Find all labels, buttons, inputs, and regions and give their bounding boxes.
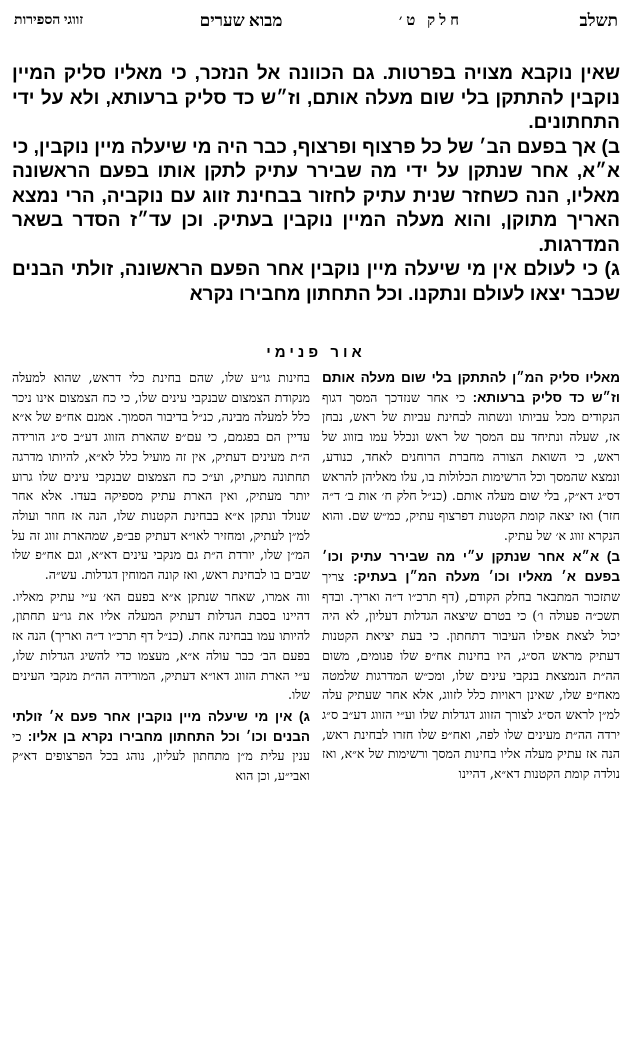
commentary-paragraph [12,707,310,786]
commentary-paragraph [12,587,310,705]
commentary-paragraph [322,368,620,545]
commentary-text: ווה אמרו, שאחר שנתקן א״א בפעם הא׳ ע״י עתיק מאליו. דהיינו בסבת הגדלות דעתיק המעלה אליו את גו״ע תחתון, להיותו עמו בבחינה אחת. (כנ״ל דף תרכ״ו ד״ה ואריך) הנה אז בפעם הב׳ כבר עולה א״א, מעצמו כדי להשיג הגדלות שלו, ע״י הארת הזווג דאו״א דעתיק, המורידה הה״ת מנקבי העינים שלו. [12,588,310,703]
commentary-text: צריך שתזכור המתבאר בחלק הקודם, (דף תרכ״ו ד״ה ואריך. ובדף תשכ״ה פעולה ו׳) כי בטרם שיצאה הגדלות דעליון, לא היה יכול לצאת אפילו העיבור דתחתון. כי בעת יציאת הקטנות דעתיק מראש הס״ג, היו בחינות אח״פ שלו פגומים, משום הה״ת הנמצאת בנקבי עינים שלו, ומכ״ש המדרגות שלמטה מאח״פ שלו, שאינן ראויות כלל לזווג, אלא אחר שעתיק עלה למ״ן לראש הס״ג לצורך הזווג דגדלות שלו וע״י הזווג דע״ב ס״ג ירדה הה״ת מעינים שלו לפה, ואח״פ שלו חזרו לבחינת ראש, הנה אז עתיק מעלה אליו בחינות המסך ורשימות של א״א, ואז נולדה קומת הקטנות דא״א, דהיינו [322,569,620,782]
main-paragraph-b: ב) אך בפעם הב׳ של כל פרצוף ופרצוף, כבר היה מי שיעלה מיין נוקבין, כי א״א, אחר שנתקן על ידי מה שבירר עתיק לתקן אותו בפעם הראשונה מאליו, הנה כשחזר שנית עתיק לחזור בבחינת זווג עם נוקביה, הרי נמצא האריך מתוקן, והוא מעלה המיין נוקבין בעתיק. וכן עד״ז הסדר בשאר המדרגות. [12,136,620,256]
book-title: מבוא שערים [199,11,283,30]
commentary-paragraph [322,547,620,783]
chapter-subject: זווגי הספירות [14,13,84,28]
commentary-left-column [12,368,310,1049]
main-paragraph-intro: שאין נוקבא מצויה בפרטות. גם הכוונה אל הנזכר, כי מאליו סליק המיין נוקבין להתתקן בלי שום מעלה אותם, וז״ש כד סליק ברעותא, ולא על ידי התחתונים. [12,63,620,133]
commentary-text: בחינות גו״ע שלו, שהם בחינת כלי דראש, שהוא למעלה מנקודת הצמצום שבנקבי עינים שלו, כי כח הצמצום אינו ניכר כלל למעלה מבינה, כנ״ל בדיבור הסמוך. אמנם אח״פ של א״א עדיין הם בפגמם, כי עם״פ שהארת הזווג דע״ב ס״ג הורידה ה״ת מעינים דעתיק, אין זה מועיל כלל לא״א, להיותו מדרגה תחתונה מעתיק, וע״כ כח הצמצום שבנקבי עינים שלו גרוע יותר מעתיק, ואין הארת עתיק מספיקה בעדו. אלא אחר שנולד ונתקן א״א בבחינת הקטנות שלו, הנה אז חוזר ועולה למ״ן לעתיק, ומחזיר לאו״א דעתיק פב״פ, שמהארת זווג זה על המ״ן שלו, יורדת ה״ת גם מנקבי עינים דא״א, וגם אח״פ שלו שבים בו לבחינת ראש, ואז קונה המוחין דגדלות. עש״ה. [12,370,310,583]
commentary-lead: מאליו סליק המ״ן להתתקן בלי שום מעלה אותם וז״ש כד סליק ברעותא: [322,370,620,405]
running-header [14,8,618,34]
commentary-title: אור פנימי [266,344,366,361]
part-label: חלק ט׳ [398,12,464,29]
main-paragraph-g: ג) כי לעולם אין מי שיעלה מיין נוקבין אחר הפעם הראשונה, זולתי הבנים שכבר יצאו לעולם ונתקנו. וכל התחתון מחבירו נקרא [12,259,620,305]
commentary-text: כי אחר שנזדכך המסך דגוף הנקודים מכל עביותו ונשתוה לבחינת עביות של ראש, נבחן אז, שעלה ונתיחד עם המסך של ראש ונכלל עמו בזווג של ראש, כי השואת הצורה מחברת הרוחנים לאחד, כנודע, ונמצא שהמסך וכל הרשימות הכלולות בו, עלו מאליהן להראש דס״ג דא״ק, בלי שום מעלה אותם. (כנ״ל חלק ח׳ אות ב׳ ד״ה חזר) ואז יצאה קומת הקטנות דפרצוף עתיק, כמ״ש שם. והוא הנקרא זווג א׳ של עתיק. [322,389,620,543]
main-text [12,62,620,354]
commentary-text: כי ענין עלית מ״ן מתחתון לעליון, נוהג בכל הפרצופים דא״ק ואבי״ע, וכן הוא [12,728,310,784]
commentary-right-column [322,368,620,1049]
page-number: תשלב [579,11,618,30]
commentary-columns [12,368,620,1049]
commentary-lead: ב) א״א אחר שנתקן ע״י מה שבירר עתיק וכו׳ בפעם א׳ מאליו וכו׳ מעלה המ״ן בעתיק: [322,549,620,585]
commentary-lead: ג) אין מי שיעלה מיין נוקבין אחר פעם א׳ זולתי הבנים וכו׳ וכל התחתון מחבירו נקרא בן אליו: [12,708,310,744]
commentary-paragraph [12,368,310,585]
